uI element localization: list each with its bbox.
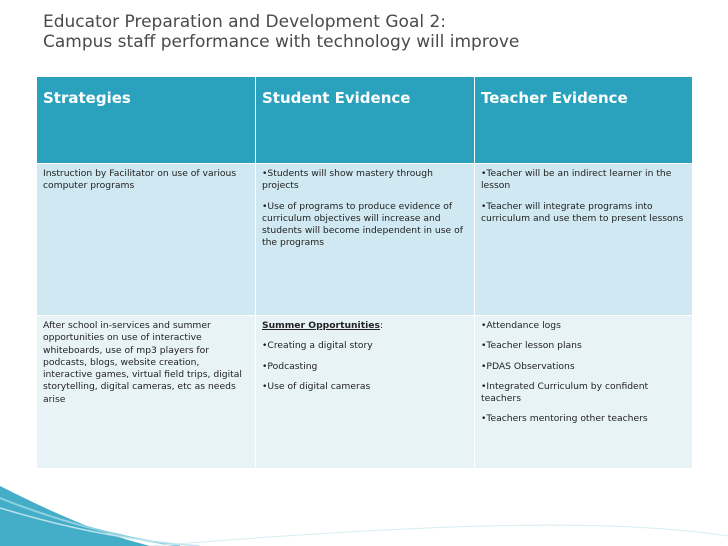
cell-teacher-evidence	[475, 164, 693, 316]
summer-heading	[262, 320, 468, 332]
title-line-2: Campus staff performance with technology will improve	[43, 32, 520, 52]
list-item: •Teacher lesson plans	[481, 340, 582, 352]
strategy-text: Instruction by Facilitator on use of various computer programs	[43, 168, 237, 192]
decorative-swoosh	[0, 456, 728, 546]
header-teacher-evidence: Teacher Evidence	[475, 77, 693, 164]
table-row	[37, 164, 693, 316]
cell-teacher-evidence	[475, 316, 693, 469]
slide-title	[43, 12, 703, 52]
list-item: •Students will show mastery through projects	[262, 168, 433, 192]
summer-heading-label: Summer Opportunities	[262, 320, 380, 331]
list-item: •Use of digital cameras	[262, 380, 371, 392]
list-item: •Integrated Curriculum by confident teachers	[481, 380, 649, 405]
summer-heading-colon: :	[379, 320, 384, 331]
title-line-1: Educator Preparation and Development Goal 2:	[43, 12, 447, 32]
cell-student-evidence	[256, 164, 475, 316]
list-item: •Use of programs to produce evidence of curriculum objectives will increase and students will become independent in use of the programs	[262, 200, 463, 249]
list-item: •Creating a digital story	[262, 340, 373, 352]
list-item: •Teacher will integrate programs into curriculum and use them to present lessons	[481, 200, 684, 224]
header-strategies: Strategies	[37, 77, 256, 164]
goal-table	[36, 76, 693, 469]
strategy-text: After school in-services and summer opportunities on use of interactive whiteboards, use of mp3 players for podcasts, blogs, website creation, interactive games, virtual field trips, digital storytelling, digital cameras, etc as needs arise	[43, 320, 242, 405]
list-item: •Teacher will be an indirect learner in the lesson	[481, 168, 672, 192]
list-item: •Teachers mentoring other teachers	[481, 413, 648, 425]
list-item: •Podcasting	[262, 360, 318, 372]
table-row	[37, 316, 693, 469]
list-item: •PDAS Observations	[481, 360, 575, 372]
header-row	[37, 77, 693, 164]
list-item: •Attendance logs	[481, 320, 561, 331]
cell-strategies	[37, 164, 256, 316]
header-student-evidence: Student Evidence	[256, 77, 475, 164]
cell-strategies	[37, 316, 256, 469]
cell-student-evidence	[256, 316, 475, 469]
